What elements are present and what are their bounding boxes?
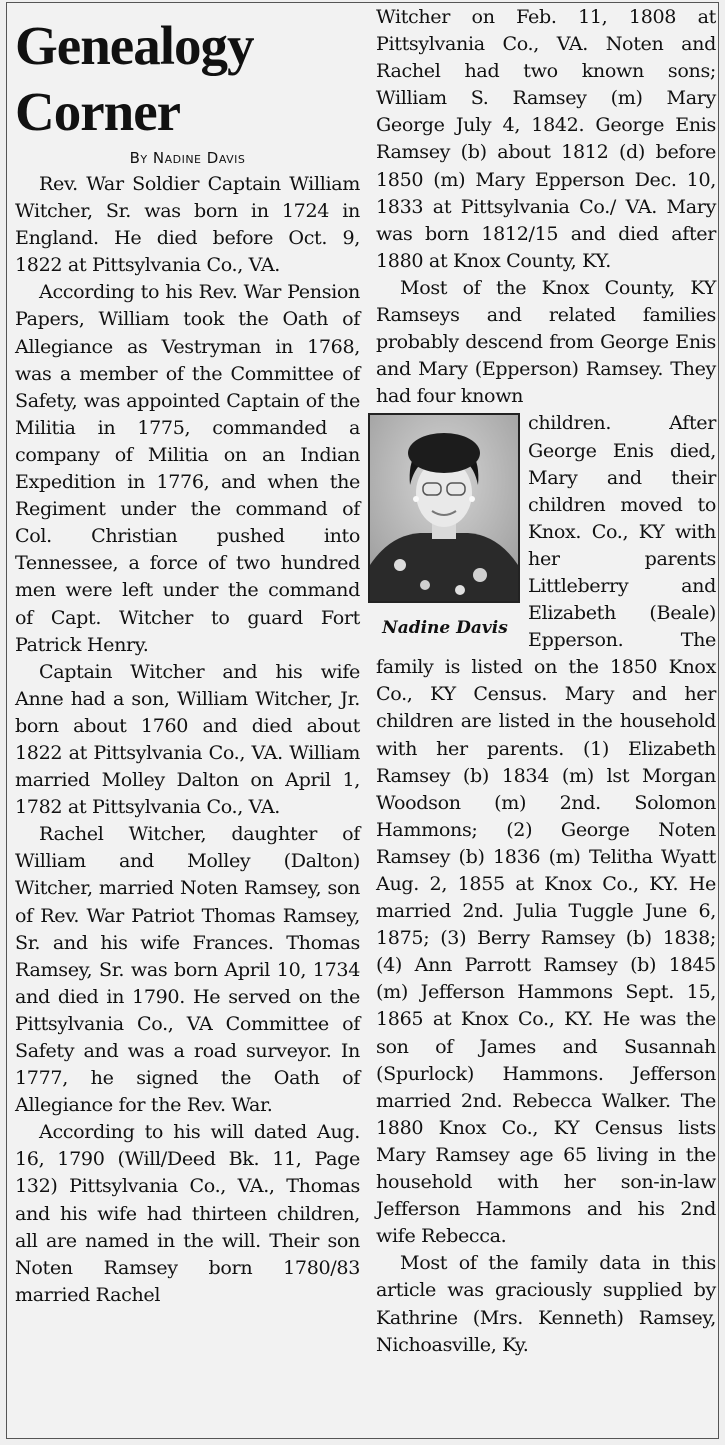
column-title xyxy=(15,3,360,145)
portrait-icon xyxy=(370,415,518,601)
title-line-1: Genealogy xyxy=(15,15,254,76)
article-paragraph: Witcher on Feb. 11, 1808 at Pittsylvania Co., VA. Noten and Rachel had two known sons; William S. Ramsey (m) Mary George July 4, 1842. George Enis Ramsey (b) about 1812 (d) before 1850 (m) Mary Epperson Dec. 10, 1833 at Pittsylvania Co./ VA. Mary was born 1812/15 and died after 1880 at Knox County, KY. xyxy=(376,5,716,272)
title-line-2: Corner xyxy=(15,81,181,142)
article-paragraph: According to his Rev. War Pension Papers, William took the Oath of Allegiance as Vestryman in 1768, was a member of the Committee of Safety, was appointed Captain of the Militia in 1775, commanded a company of Militia on an Indian Expedition in 1776, and when the Regiment under the command of Col. Christian pushed into Tennessee, a force of two hundred men were left under the command of Capt. Witcher to guard Fort Patrick Henry. xyxy=(15,280,360,656)
author-portrait-photo xyxy=(368,413,520,603)
article-paragraph: Captain Witcher and his wife Anne had a son, William Witcher, Jr. born about 1760 and died about 1822 at Pittsylvania Co., VA. William married Molley Dalton on April 1, 1782 at Pittsylvania Co., VA. xyxy=(15,659,360,819)
article-paragraph: Most of the Knox County, KY Ramseys and related families probably descend from George Enis and Mary (Epperson) Ramsey. They had four known xyxy=(376,275,716,408)
article-paragraph: Rachel Witcher, daughter of William and Molley (Dalton) Witcher, married Noten Ramsey, son of Rev. War Patriot Thomas Ramsey, Sr. and his wife Frances. Thomas Ramsey, Sr. was born April 10, 1734 and died in 1790. He served on the Pittsylvania Co., VA Committee of Safety and was a road surveyor. In 1777, he signed the Oath of Allegiance for the Rev. War. xyxy=(15,822,360,1117)
article-paragraph: children. After George Enis died, Mary and their children moved to Knox. Co., KY with her parents Littleberry and Elizabeth (Beale) Epperson. The family is listed on the 1850 Knox Co., KY Census. Mary and her children are listed in the household with her parents. (1) Elizabeth Ramsey (b) 1834 (m) lst Morgan Woodson (m) 2nd. Solomon Hammons; (2) George Noten Ramsey (b) 1836 (m) Telitha Wyatt Aug. 2, 1855 at Knox Co., KY. He married 2nd. Julia Tuggle June 6, 1875; (3) Berry Ramsey (b) 1838; (4) Ann Parrott Ramsey (b) 1845 (m) Jefferson Hammons Sept. 15, 1865 at Knox Co., KY. He was the son of James and Susannah (Spurlock) Hammons. Jefferson married 2nd. Rebecca Walker. The 1880 Knox Co., KY Census lists Mary Ramsey age 65 living in the household with her son-in-law Jefferson Hammons and his 2nd wife Rebecca. xyxy=(376,411,716,1248)
article-paragraph: Rev. War Soldier Captain William Witcher, Sr. was born in 1724 in England. He died before Oct. 9, 1822 at Pittsylvania Co., VA. xyxy=(15,172,360,277)
article-paragraph: According to his will dated Aug. 16, 1790 (Will/Deed Bk. 11, Page 132) Pittsylvania Co., VA., Thomas and his wife had thirteen children, all are named in the will. Their son Noten Ramsey born 1780/83 married Rachel xyxy=(15,1120,360,1306)
right-column xyxy=(376,3,716,1358)
article-paragraph: Most of the family data in this article was graciously supplied by Kathrine (Mrs. Kenneth) Ramsey, Nichoasville, Ky. xyxy=(376,1251,716,1356)
left-column xyxy=(15,3,360,1308)
byline: By Nadine Davis xyxy=(129,149,246,167)
author-photo-block xyxy=(368,409,522,639)
newspaper-clipping xyxy=(6,2,719,1439)
photo-caption: Nadine Davis xyxy=(382,618,508,639)
